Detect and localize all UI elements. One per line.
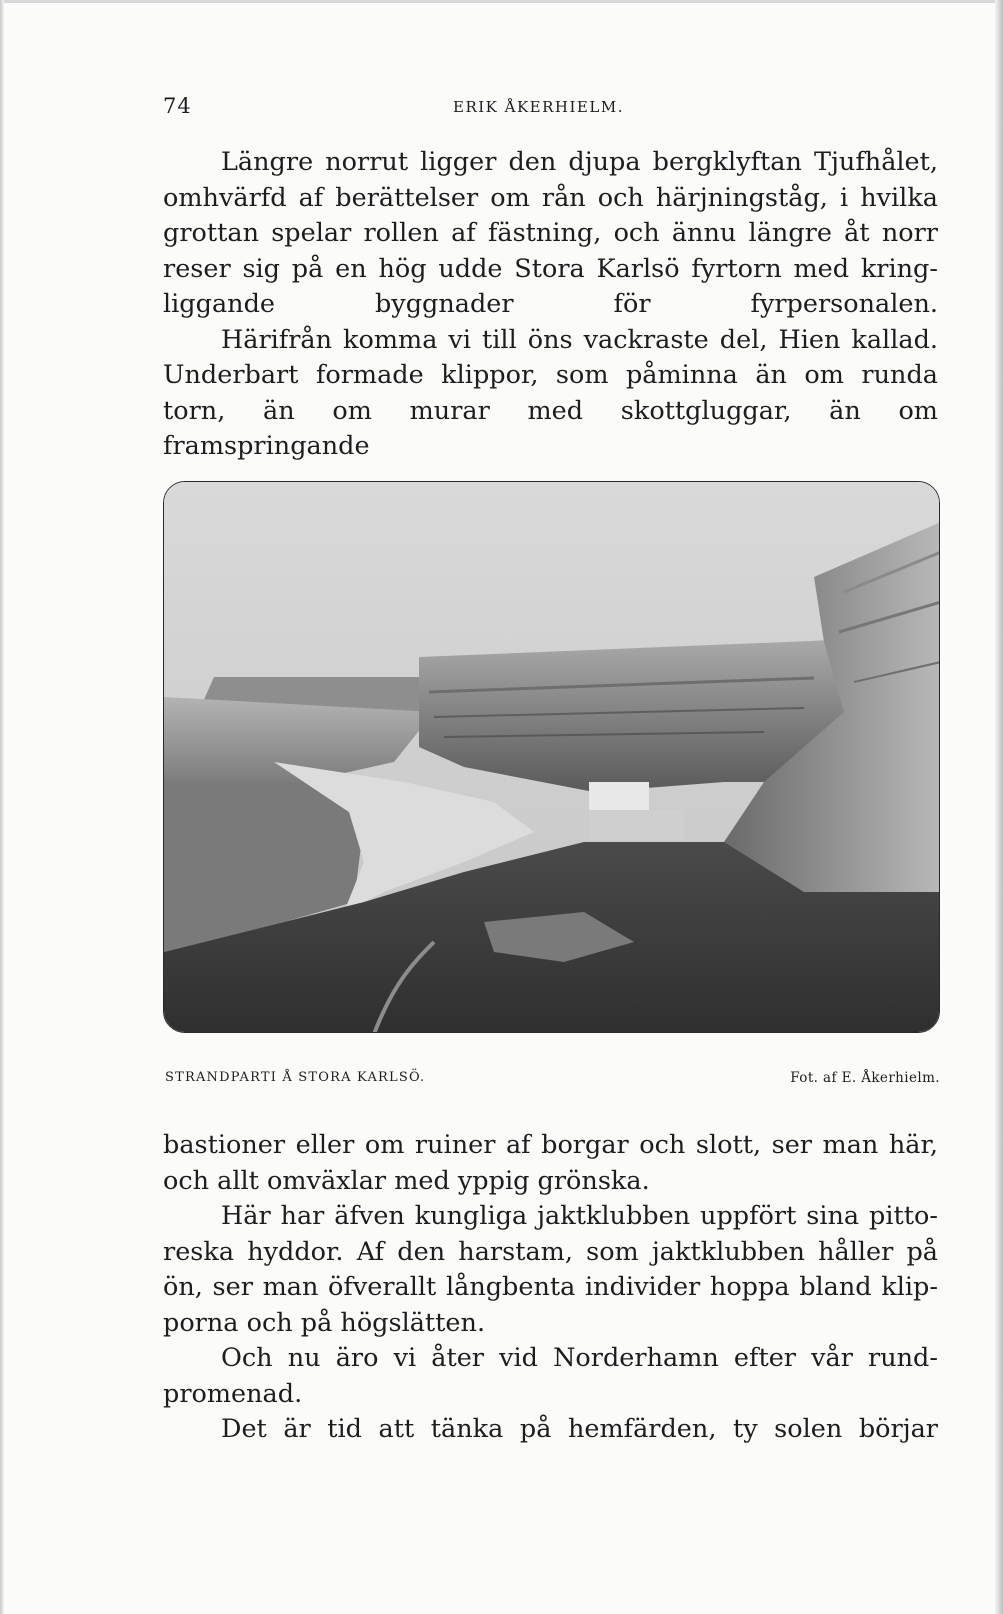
scan-edge-top [0,0,1003,3]
scan-edge-left [0,0,4,1614]
photograph-coastal-cliffs [163,481,940,1033]
photo-credit: Fot. af E. Åkerhielm. [790,1070,940,1086]
paragraph: Längre norrut ligger den djupa bergklyftan Tjufhålet, omhvärfd af berättelser om rån och härjningståg, i hvilka grottan spelar rollen af fästning, och ännu längre åt norr reser sig på en hög udde Stora Karlsö fyrtorn med kring-liggande byggnader för fyrpersonalen. [163,147,938,319]
paragraph: Det är tid att tänka på hemfärden, ty solen börjar [221,1414,938,1444]
page-number: 74 [163,94,192,118]
house [589,782,649,810]
paragraph: Härifrån komma vi till öns vackraste del, Hien kallad. Underbart formade klippor, som påminna än om runda torn, än om murar med skottgluggar, än om framspringande [163,324,938,461]
paragraph: Och nu äro vi åter vid Norderhamn efter vår rund-promenad. [163,1343,938,1409]
running-title: ERIK ÅKERHIELM. [453,98,624,116]
paragraph: bastioner eller om ruiner af borgar och slott, ser man här, och allt omväxlar med yppig grönska. [163,1130,938,1196]
paragraph: Här har äfven kungliga jaktklubben uppfört sina pitto-reska hyddor. Af den harstam, som jaktklubben håller på ön, ser man öfverallt långbenta individer hoppa bland klip-porna och på högslätten. [163,1201,938,1338]
scan-edge-right [995,0,1003,1614]
running-head [163,94,938,124]
caption-title: STRANDPARTI Å STORA KARLSÖ. [165,1070,426,1085]
body-text-top [163,145,938,465]
body-text-bottom [163,1128,938,1448]
figure-caption [165,1070,940,1092]
house [589,810,684,840]
